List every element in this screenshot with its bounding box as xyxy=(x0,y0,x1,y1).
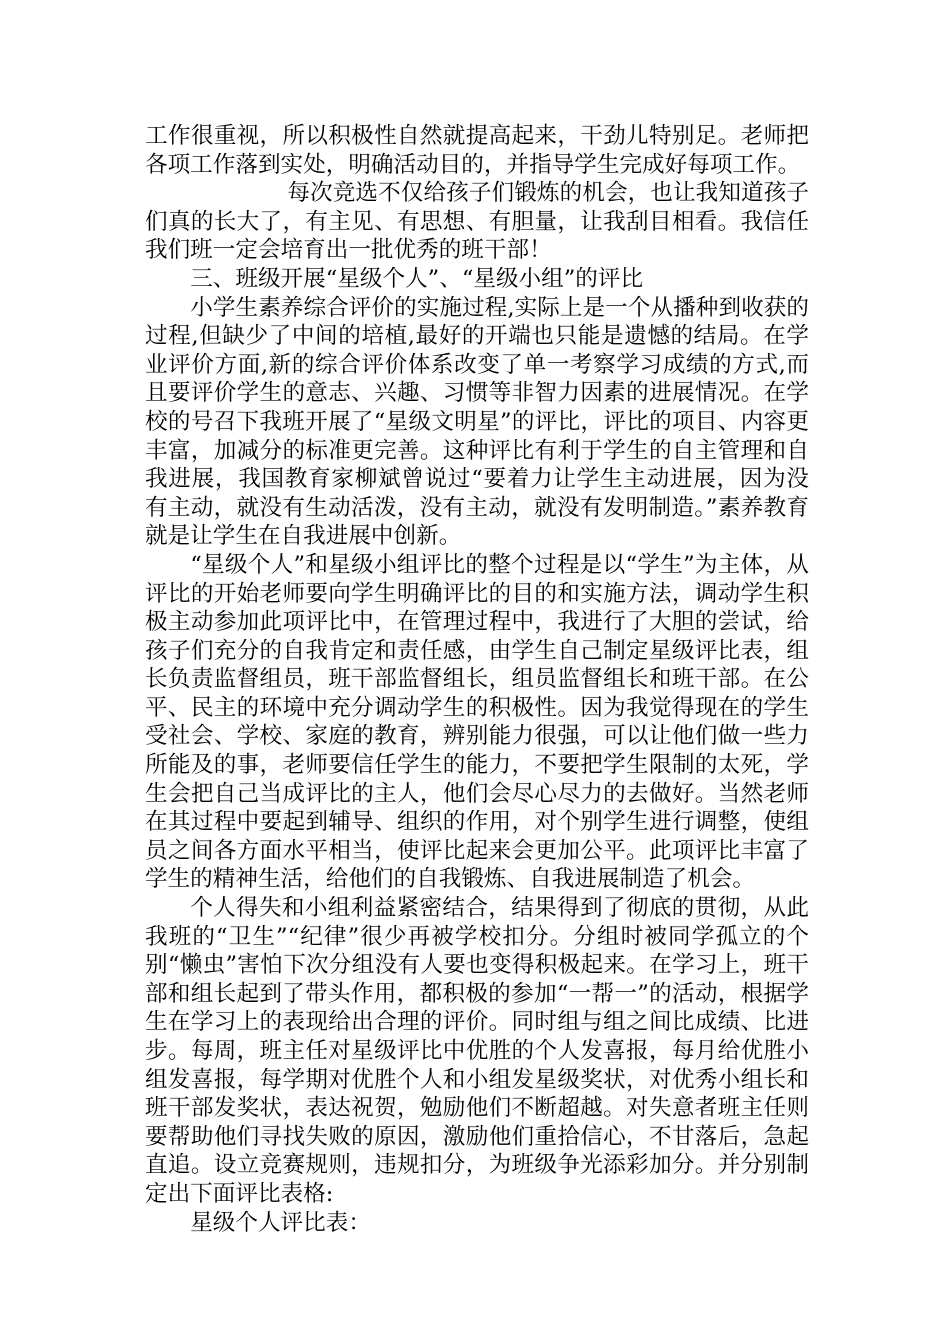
paragraph-table-caption: 星级个人评比表： xyxy=(190,1209,371,1236)
paragraph-results: 个人得失和小组利益紧密结合，结果得到了彻底的贯彻，从此我班的“卫生”“纪律”很少再被学校扣分。分组时被同学孤立的个别“懒虫”害怕下次分组没有人要也变得积极起来。在学习上，班干部和组长起到了带头作用，都积极的参加“一帮一”的活动，根据学生在学习上的表现给出合理的评价。同时组与组之间比成绩、比进步。每周，班主任对星级评比中优胜的个人发喜报，每月给优胜小组发喜报，每学期对优胜个人和小组发星级奖状，对优秀小组长和班干部发奖状，表达祝贺，勉励他们不断超越。对失意者班主任则要帮助他们寻找失败的原因，激励他们重拾信心，不甘落后，急起直追。设立竞赛规则，违规扣分，为班级争光添彩加分。并分别制定出下面评比表格: xyxy=(145,895,809,1207)
section-heading-star-rating: 三、班级开展“星级个人”、“星级小组”的评比 xyxy=(190,265,644,292)
paragraph-continuation: 工作很重视，所以积极性自然就提高起来，干劲儿特别足。老师把各项工作落到实处，明确活动目的，并指导学生完成好每项工作。 xyxy=(145,123,809,178)
paragraph-student-centered: “星级个人”和星级小组评比的整个过程是以“学生”为主体，从评比的开始老师要向学生明确评比的目的和实施方法，调动学生积极主动参加此项评比中，在管理过程中，我进行了大胆的尝试，给孩子们充分的自我肯定和责任感，由学生自己制定星级评比表，组长负责监督组员，班干部监督组长，组员监督组长和班干部。在公平、民主的环境中充分调动学生的积极性。因为我觉得现在的学生受社会、学校、家庭的教育，辨别能力很强，可以让他们做一些力所能及的事，老师要信任学生的能力，不要把学生限制的太死，学生会把自己当成评比的主人，他们会尽心尽力的去做好。当然老师在其过程中要起到辅导、组织的作用，对个别学生进行调整，使组员之间各方面水平相当，使评比起来会更加公平。此项评比丰富了学生的精神生活，给他们的自我锻炼、自我进展制造了机会。 xyxy=(145,551,809,893)
document-body xyxy=(145,122,809,1237)
paragraph-election-reflection: 每次竞选不仅给孩子们锻炼的机会，也让我知道孩子们真的长大了，有主见、有思想、有胆量，让我刮目相看。我信任我们班一定会培育出一批优秀的班干部！ xyxy=(145,180,809,264)
paragraph-evaluation-process: 小学生素养综合评价的实施过程,实际上是一个从播种到收获的过程,但缺少了中间的培植,最好的开端也只能是遗憾的结局。在学业评价方面,新的综合评价体系改变了单一考察学习成绩的方式,而且要评价学生的意志、兴趣、习惯等非智力因素的进展情况。在学校的号召下我班开展了“星级文明星”的评比，评比的项目、内容更丰富，加减分的标准更完善。这种评比有利于学生的自主管理和自我进展，我国教育家柳斌曾说过“要着力让学生主动进展，因为没有主动，就没有生动活泼，没有主动，就没有发明制造。”素养教育就是让学生在自我进展中创新。 xyxy=(145,294,809,550)
